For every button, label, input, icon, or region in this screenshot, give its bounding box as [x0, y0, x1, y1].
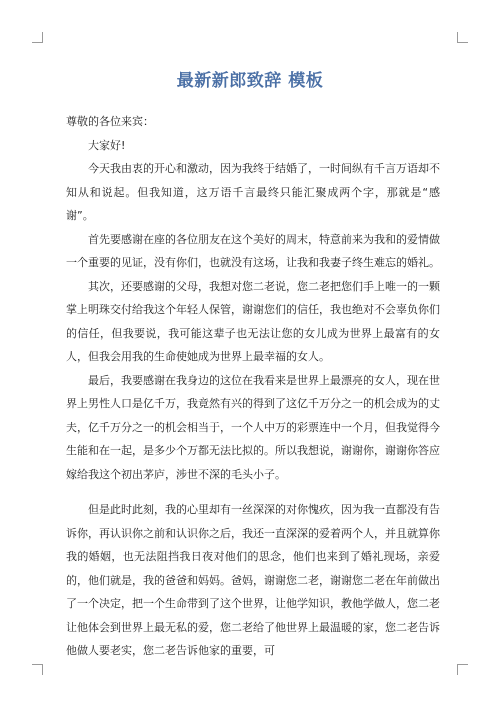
crop-mark-top-right [457, 32, 468, 43]
crop-mark-bottom-left [32, 664, 43, 675]
paragraph-4: 最后，我要感谢在我身边的这位在我看来是世界上最漂亮的女人，现在世界上男性人口是亿千万，我竟然有兴的得到了这亿千万分之一的机会成为的丈夫，亿千万分之一的机会相当于，一个人中万的彩票连中一个月，但我觉得今生能和在一起，是多少个万都无法比拟的。所以我想说，谢谢你，谢谢你答应嫁给我这个初出茅庐，涉世不深的毛头小子。 [66, 373, 440, 481]
document-title: 最新新郎致辞 模板 [176, 71, 324, 91]
salutation: 尊敬的各位来宾： [66, 115, 154, 128]
paragraph-3: 其次，还要感谢的父母，我想对您二老说，您二老把您们手上唯一的一颗掌上明珠交付给我这个年轻人保管，谢谢您们的信任，我也绝对不会辜负你们的信任，但我要说，我可能这辈子也无法让您的女儿成为世界上最富有的女人，但我会用我的生命使她成为世界上最幸福的女人。 [66, 279, 440, 363]
crop-mark-top-left [32, 32, 43, 43]
paragraph-5: 但是此时此刻，我的心里却有一丝深深的对你愧疚，因为我一直都没有告诉你，再认识你之前和认识你之后，我还一直深深的爱着两个人，并且就算你我的婚姻，也无法阻挡我日夜对他们的思念，他们也来到了婚礼现场，亲爱的，他们就是，我的爸爸和妈妈。爸妈，谢谢您二老，谢谢您二老在年前做出了一个决定，把一个生命带到了这个世界，让他学知识，教他学做人，您二老让他体会到世界上最无私的爱，您二老给了他世界上最温暖的家，您二老告诉他做人要老实，您二老告诉他家的重要，可 [66, 503, 440, 657]
document-body [66, 110, 440, 663]
paragraph-2: 首先要感谢在座的各位朋友在这个美好的周末，特意前来为我和的爱情做一个重要的见证，没有你们，也就没有这场，让我和我妻子终生难忘的婚礼。 [66, 232, 440, 269]
crop-mark-bottom-right [457, 664, 468, 675]
paragraph-1: 今天我由衷的开心和激动，因为我终于结婚了，一时间纵有千言万语却不知从和说起。但我知道，这万语千言最终只能汇聚成两个字，那就是“感谢”。 [66, 162, 440, 222]
greeting: 大家好! [88, 138, 126, 152]
